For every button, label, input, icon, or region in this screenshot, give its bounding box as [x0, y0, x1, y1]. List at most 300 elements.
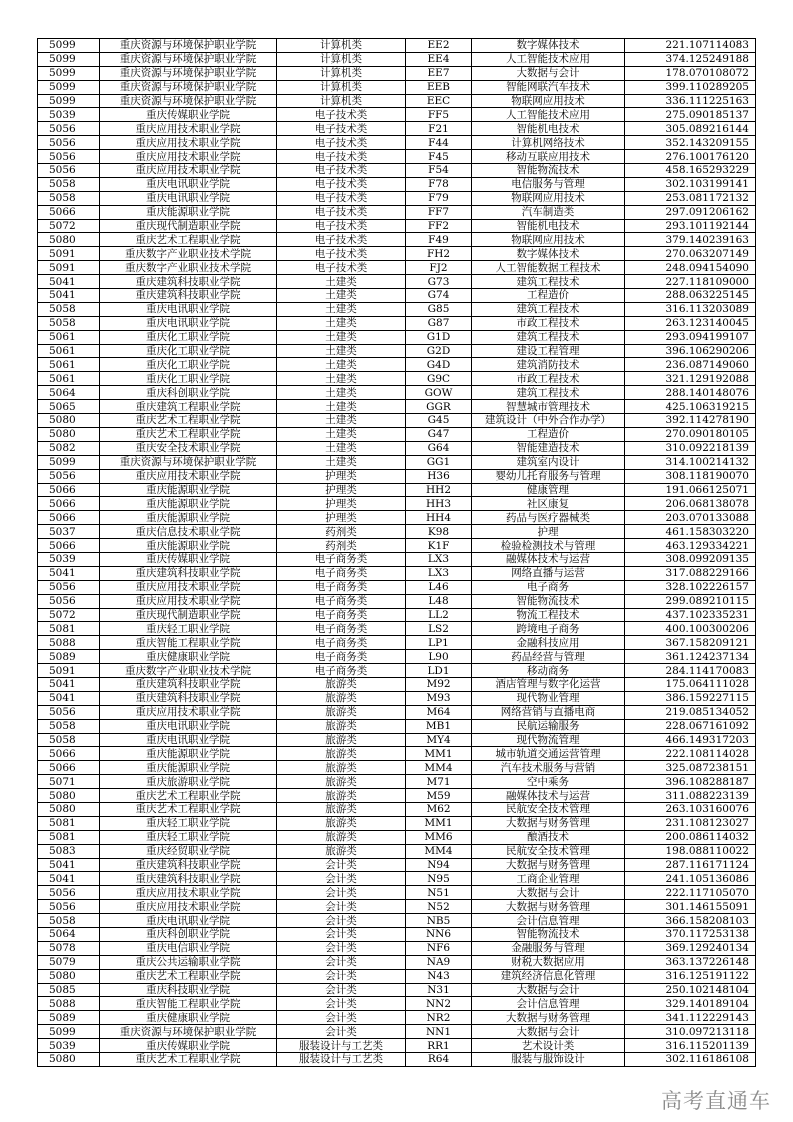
major-code-cell: NF6 [406, 941, 472, 955]
school-name-cell: 重庆资源与环境保护职业学院 [100, 39, 277, 53]
score-cell: 248.094154090 [625, 261, 756, 275]
category-cell: 电子技术类 [277, 164, 406, 178]
major-code-cell: N31 [406, 983, 472, 997]
school-name-cell: 重庆传媒职业学院 [100, 108, 277, 122]
major-name-cell: 智能网联汽车技术 [472, 80, 625, 94]
school-code-cell: 5099 [38, 66, 100, 80]
table-row [38, 733, 756, 747]
major-name-cell: 网络营销与直播电商 [472, 705, 625, 719]
category-cell: 会计类 [277, 941, 406, 955]
major-code-cell: LX3 [406, 552, 472, 566]
major-code-cell: LX3 [406, 566, 472, 580]
score-cell: 299.089210115 [625, 594, 756, 608]
major-code-cell: M62 [406, 802, 472, 816]
score-cell: 293.101192144 [625, 219, 756, 233]
school-code-cell: 5056 [38, 122, 100, 136]
major-name-cell: 移动商务 [472, 664, 625, 678]
major-code-cell: K1F [406, 539, 472, 553]
school-code-cell: 5066 [38, 497, 100, 511]
school-code-cell: 5072 [38, 219, 100, 233]
score-cell: 341.112229143 [625, 1011, 756, 1025]
major-name-cell: 智能机电技术 [472, 219, 625, 233]
major-name-cell: 建筑消防技术 [472, 358, 625, 372]
category-cell: 旅游类 [277, 830, 406, 844]
table-row [38, 816, 756, 830]
major-name-cell: 物联网应用技术 [472, 191, 625, 205]
school-name-cell: 重庆艺术工程职业学院 [100, 414, 277, 428]
school-name-cell: 重庆电讯职业学院 [100, 733, 277, 747]
school-name-cell: 重庆经贸职业学院 [100, 844, 277, 858]
category-cell: 药剂类 [277, 525, 406, 539]
major-code-cell: F44 [406, 136, 472, 150]
major-name-cell: 建筑室内设计 [472, 455, 625, 469]
major-name-cell: 会计信息管理 [472, 997, 625, 1011]
table-row [38, 650, 756, 664]
score-cell: 361.124237134 [625, 650, 756, 664]
major-name-cell: 检验检测技术与管理 [472, 539, 625, 553]
major-name-cell: 服装与服饰设计 [472, 1053, 625, 1067]
category-cell: 电子商务类 [277, 566, 406, 580]
school-name-cell: 重庆电讯职业学院 [100, 302, 277, 316]
school-name-cell: 重庆数字产业职业技术学院 [100, 261, 277, 275]
school-name-cell: 重庆信息技术职业学院 [100, 525, 277, 539]
table-row [38, 205, 756, 219]
table-row [38, 789, 756, 803]
school-code-cell: 5099 [38, 80, 100, 94]
category-cell: 护理类 [277, 511, 406, 525]
major-code-cell: F79 [406, 191, 472, 205]
major-name-cell: 物联网应用技术 [472, 233, 625, 247]
major-code-cell: LS2 [406, 622, 472, 636]
category-cell: 旅游类 [277, 802, 406, 816]
table-row [38, 719, 756, 733]
school-name-cell: 重庆资源与环境保护职业学院 [100, 66, 277, 80]
school-code-cell: 5080 [38, 1053, 100, 1067]
table-row [38, 1039, 756, 1053]
school-name-cell: 重庆科创职业学院 [100, 386, 277, 400]
school-name-cell: 重庆电信职业学院 [100, 941, 277, 955]
table-row [38, 566, 756, 580]
school-name-cell: 重庆现代制造职业学院 [100, 608, 277, 622]
major-code-cell: EEC [406, 94, 472, 108]
score-cell: 425.106319215 [625, 400, 756, 414]
major-name-cell: 数字媒体技术 [472, 247, 625, 261]
school-name-cell: 重庆艺术工程职业学院 [100, 802, 277, 816]
major-code-cell: FH2 [406, 247, 472, 261]
major-code-cell: NR2 [406, 1011, 472, 1025]
category-cell: 会计类 [277, 997, 406, 1011]
category-cell: 土建类 [277, 455, 406, 469]
table-row [38, 164, 756, 178]
school-name-cell: 重庆化工职业学院 [100, 372, 277, 386]
major-code-cell: LL2 [406, 608, 472, 622]
major-name-cell: 健康管理 [472, 483, 625, 497]
table-row [38, 441, 756, 455]
school-name-cell: 重庆能源职业学院 [100, 539, 277, 553]
major-code-cell: M71 [406, 775, 472, 789]
table-row [38, 997, 756, 1011]
major-name-cell: 工商企业管理 [472, 872, 625, 886]
score-cell: 379.140239163 [625, 233, 756, 247]
major-code-cell: K98 [406, 525, 472, 539]
table-row [38, 191, 756, 205]
school-name-cell: 重庆健康职业学院 [100, 1011, 277, 1025]
table-row [38, 302, 756, 316]
category-cell: 旅游类 [277, 719, 406, 733]
table-row [38, 1011, 756, 1025]
major-name-cell: 人工智能技术应用 [472, 52, 625, 66]
major-code-cell: M64 [406, 705, 472, 719]
score-cell: 263.103160076 [625, 802, 756, 816]
school-code-cell: 5088 [38, 997, 100, 1011]
major-name-cell: 汽车技术服务与营销 [472, 761, 625, 775]
table-row [38, 539, 756, 553]
category-cell: 会计类 [277, 886, 406, 900]
major-code-cell: GOW [406, 386, 472, 400]
score-cell: 463.129334221 [625, 539, 756, 553]
score-cell: 308.118190070 [625, 469, 756, 483]
school-code-cell: 5056 [38, 900, 100, 914]
table-row [38, 830, 756, 844]
major-code-cell: NA9 [406, 955, 472, 969]
school-name-cell: 重庆应用技术职业学院 [100, 580, 277, 594]
table-row [38, 177, 756, 191]
major-code-cell: HH3 [406, 497, 472, 511]
school-name-cell: 重庆艺术工程职业学院 [100, 233, 277, 247]
school-name-cell: 重庆能源职业学院 [100, 747, 277, 761]
school-code-cell: 5091 [38, 247, 100, 261]
category-cell: 会计类 [277, 983, 406, 997]
school-code-cell: 5080 [38, 969, 100, 983]
school-code-cell: 5099 [38, 94, 100, 108]
score-cell: 302.103199141 [625, 177, 756, 191]
major-name-cell: 智慧城市管理技术 [472, 400, 625, 414]
school-name-cell: 重庆艺术工程职业学院 [100, 789, 277, 803]
major-name-cell: 大数据与会计 [472, 983, 625, 997]
school-name-cell: 重庆化工职业学院 [100, 330, 277, 344]
score-cell: 310.097213118 [625, 1025, 756, 1039]
school-code-cell: 5056 [38, 580, 100, 594]
table-row [38, 150, 756, 164]
category-cell: 电子技术类 [277, 205, 406, 219]
school-name-cell: 重庆能源职业学院 [100, 205, 277, 219]
category-cell: 会计类 [277, 928, 406, 942]
major-name-cell: 护理 [472, 525, 625, 539]
table-row [38, 136, 756, 150]
school-code-cell: 5041 [38, 289, 100, 303]
school-name-cell: 重庆安全技术职业学院 [100, 441, 277, 455]
school-code-cell: 5058 [38, 177, 100, 191]
school-code-cell: 5064 [38, 386, 100, 400]
school-name-cell: 重庆能源职业学院 [100, 483, 277, 497]
major-name-cell: 空中乘务 [472, 775, 625, 789]
school-code-cell: 5066 [38, 761, 100, 775]
school-code-cell: 5061 [38, 344, 100, 358]
school-code-cell: 5039 [38, 1039, 100, 1053]
major-code-cell: MM6 [406, 830, 472, 844]
score-cell: 374.125249188 [625, 52, 756, 66]
table-row [38, 928, 756, 942]
score-cell: 329.140189104 [625, 997, 756, 1011]
score-cell: 222.108114028 [625, 747, 756, 761]
school-code-cell: 5099 [38, 455, 100, 469]
school-code-cell: 5099 [38, 52, 100, 66]
major-name-cell: 财税大数据应用 [472, 955, 625, 969]
score-cell: 284.114170083 [625, 664, 756, 678]
major-code-cell: G2D [406, 344, 472, 358]
major-name-cell: 酒店管理与数字化运营 [472, 677, 625, 691]
major-code-cell: FF7 [406, 205, 472, 219]
school-code-cell: 5058 [38, 719, 100, 733]
major-name-cell: 移动互联应用技术 [472, 150, 625, 164]
major-code-cell: GGR [406, 400, 472, 414]
category-cell: 服装设计与工艺类 [277, 1039, 406, 1053]
major-code-cell: G4D [406, 358, 472, 372]
score-cell: 458.165293229 [625, 164, 756, 178]
major-code-cell: M59 [406, 789, 472, 803]
table-row [38, 52, 756, 66]
table-row [38, 886, 756, 900]
category-cell: 会计类 [277, 914, 406, 928]
category-cell: 服装设计与工艺类 [277, 1053, 406, 1067]
major-code-cell: MM4 [406, 844, 472, 858]
school-name-cell: 重庆能源职业学院 [100, 497, 277, 511]
major-code-cell: NN6 [406, 928, 472, 942]
table-row [38, 358, 756, 372]
major-name-cell: 建筑设计（中外合作办学） [472, 414, 625, 428]
school-name-cell: 重庆化工职业学院 [100, 344, 277, 358]
score-cell: 437.102335231 [625, 608, 756, 622]
category-cell: 土建类 [277, 441, 406, 455]
table-row [38, 900, 756, 914]
table-row [38, 552, 756, 566]
school-code-cell: 5081 [38, 622, 100, 636]
school-name-cell: 重庆资源与环境保护职业学院 [100, 52, 277, 66]
major-name-cell: 金融服务与管理 [472, 941, 625, 955]
table-row [38, 247, 756, 261]
major-code-cell: EE2 [406, 39, 472, 53]
score-cell: 178.070108072 [625, 66, 756, 80]
school-code-cell: 5058 [38, 302, 100, 316]
major-name-cell: 城市轨道交通运营管理 [472, 747, 625, 761]
table-row [38, 219, 756, 233]
major-name-cell: 工程造价 [472, 427, 625, 441]
school-code-cell: 5081 [38, 816, 100, 830]
category-cell: 旅游类 [277, 691, 406, 705]
major-code-cell: MY4 [406, 733, 472, 747]
major-code-cell: LP1 [406, 636, 472, 650]
school-code-cell: 5056 [38, 886, 100, 900]
school-code-cell: 5041 [38, 872, 100, 886]
score-cell: 400.100300206 [625, 622, 756, 636]
score-cell: 231.108123027 [625, 816, 756, 830]
school-name-cell: 重庆能源职业学院 [100, 511, 277, 525]
school-code-cell: 5080 [38, 789, 100, 803]
school-name-cell: 重庆应用技术职业学院 [100, 136, 277, 150]
school-code-cell: 5061 [38, 330, 100, 344]
category-cell: 会计类 [277, 955, 406, 969]
category-cell: 旅游类 [277, 789, 406, 803]
school-code-cell: 5088 [38, 636, 100, 650]
major-code-cell: G87 [406, 316, 472, 330]
major-name-cell: 智能物流技术 [472, 594, 625, 608]
category-cell: 电子技术类 [277, 122, 406, 136]
score-cell: 366.158208103 [625, 914, 756, 928]
table-row [38, 261, 756, 275]
table-row [38, 802, 756, 816]
score-cell: 301.146155091 [625, 900, 756, 914]
category-cell: 会计类 [277, 969, 406, 983]
major-name-cell: 大数据与会计 [472, 1025, 625, 1039]
category-cell: 电子技术类 [277, 247, 406, 261]
category-cell: 土建类 [277, 427, 406, 441]
major-code-cell: GG1 [406, 455, 472, 469]
score-cell: 466.149317203 [625, 733, 756, 747]
school-name-cell: 重庆建筑科技职业学院 [100, 858, 277, 872]
major-code-cell: M93 [406, 691, 472, 705]
school-name-cell: 重庆资源与环境保护职业学院 [100, 1025, 277, 1039]
table-body [38, 39, 756, 1067]
major-name-cell: 建设工程管理 [472, 344, 625, 358]
category-cell: 计算机类 [277, 66, 406, 80]
table-row [38, 677, 756, 691]
category-cell: 旅游类 [277, 733, 406, 747]
school-name-cell: 重庆电讯职业学院 [100, 177, 277, 191]
table-row [38, 108, 756, 122]
table-row [38, 636, 756, 650]
school-code-cell: 5056 [38, 164, 100, 178]
major-code-cell: G73 [406, 275, 472, 289]
school-code-cell: 5099 [38, 1025, 100, 1039]
table-row [38, 427, 756, 441]
table-row [38, 747, 756, 761]
category-cell: 电子商务类 [277, 650, 406, 664]
major-code-cell: FF2 [406, 219, 472, 233]
school-name-cell: 重庆电讯职业学院 [100, 191, 277, 205]
score-cell: 288.063225145 [625, 289, 756, 303]
school-code-cell: 5058 [38, 914, 100, 928]
table-row [38, 705, 756, 719]
school-name-cell: 重庆健康职业学院 [100, 650, 277, 664]
table-row [38, 1053, 756, 1067]
category-cell: 电子技术类 [277, 261, 406, 275]
table-row [38, 914, 756, 928]
major-name-cell: 现代物流管理 [472, 733, 625, 747]
major-name-cell: 物流工程技术 [472, 608, 625, 622]
major-code-cell: N52 [406, 900, 472, 914]
table-row [38, 455, 756, 469]
school-code-cell: 5080 [38, 427, 100, 441]
school-name-cell: 重庆应用技术职业学院 [100, 705, 277, 719]
major-name-cell: 汽车制造类 [472, 205, 625, 219]
score-cell: 316.125191122 [625, 969, 756, 983]
major-name-cell: 民航运输服务 [472, 719, 625, 733]
score-cell: 386.159227115 [625, 691, 756, 705]
major-name-cell: 数字媒体技术 [472, 39, 625, 53]
major-name-cell: 电信服务与管理 [472, 177, 625, 191]
category-cell: 电子商务类 [277, 552, 406, 566]
major-code-cell: NN1 [406, 1025, 472, 1039]
score-cell: 369.129240134 [625, 941, 756, 955]
table-row [38, 400, 756, 414]
school-code-cell: 5061 [38, 358, 100, 372]
category-cell: 旅游类 [277, 816, 406, 830]
category-cell: 会计类 [277, 872, 406, 886]
school-name-cell: 重庆科技职业学院 [100, 983, 277, 997]
table-row [38, 844, 756, 858]
school-name-cell: 重庆传媒职业学院 [100, 1039, 277, 1053]
major-name-cell: 智能物流技术 [472, 164, 625, 178]
table-row [38, 761, 756, 775]
score-cell: 352.143209155 [625, 136, 756, 150]
school-code-cell: 5091 [38, 261, 100, 275]
major-name-cell: 市政工程技术 [472, 316, 625, 330]
school-code-cell: 5099 [38, 39, 100, 53]
table-row [38, 330, 756, 344]
school-code-cell: 5056 [38, 136, 100, 150]
table-row [38, 469, 756, 483]
major-name-cell: 大数据与财务管理 [472, 900, 625, 914]
major-code-cell: EE7 [406, 66, 472, 80]
score-cell: 270.063207149 [625, 247, 756, 261]
table-row [38, 969, 756, 983]
major-name-cell: 智能物流技术 [472, 928, 625, 942]
category-cell: 土建类 [277, 330, 406, 344]
score-cell: 250.102148104 [625, 983, 756, 997]
major-code-cell: EEB [406, 80, 472, 94]
major-code-cell: RR1 [406, 1039, 472, 1053]
table-row [38, 414, 756, 428]
table-row [38, 344, 756, 358]
score-cell: 308.099209135 [625, 552, 756, 566]
category-cell: 计算机类 [277, 80, 406, 94]
school-name-cell: 重庆轻工职业学院 [100, 622, 277, 636]
major-name-cell: 大数据与会计 [472, 66, 625, 80]
school-code-cell: 5072 [38, 608, 100, 622]
school-code-cell: 5089 [38, 1011, 100, 1025]
school-name-cell: 重庆建筑科技职业学院 [100, 691, 277, 705]
school-name-cell: 重庆科创职业学院 [100, 928, 277, 942]
school-name-cell: 重庆旅游职业学院 [100, 775, 277, 789]
school-code-cell: 5041 [38, 677, 100, 691]
major-name-cell: 大数据与财务管理 [472, 816, 625, 830]
major-code-cell: G9C [406, 372, 472, 386]
school-code-cell: 5039 [38, 108, 100, 122]
score-cell: 228.067161092 [625, 719, 756, 733]
major-name-cell: 金融科技应用 [472, 636, 625, 650]
major-name-cell: 建筑工程技术 [472, 302, 625, 316]
major-name-cell: 社区康复 [472, 497, 625, 511]
major-code-cell: F49 [406, 233, 472, 247]
major-code-cell: NN2 [406, 997, 472, 1011]
score-cell: 461.158303220 [625, 525, 756, 539]
table-row [38, 594, 756, 608]
major-name-cell: 市政工程技术 [472, 372, 625, 386]
category-cell: 电子技术类 [277, 191, 406, 205]
school-code-cell: 5082 [38, 441, 100, 455]
table-row [38, 622, 756, 636]
school-name-cell: 重庆传媒职业学院 [100, 552, 277, 566]
category-cell: 土建类 [277, 386, 406, 400]
major-name-cell: 融媒体技术与运营 [472, 789, 625, 803]
category-cell: 会计类 [277, 900, 406, 914]
score-cell: 314.100214132 [625, 455, 756, 469]
school-name-cell: 重庆现代制造职业学院 [100, 219, 277, 233]
table-row [38, 497, 756, 511]
major-code-cell: F21 [406, 122, 472, 136]
score-cell: 263.123140045 [625, 316, 756, 330]
table-row [38, 80, 756, 94]
